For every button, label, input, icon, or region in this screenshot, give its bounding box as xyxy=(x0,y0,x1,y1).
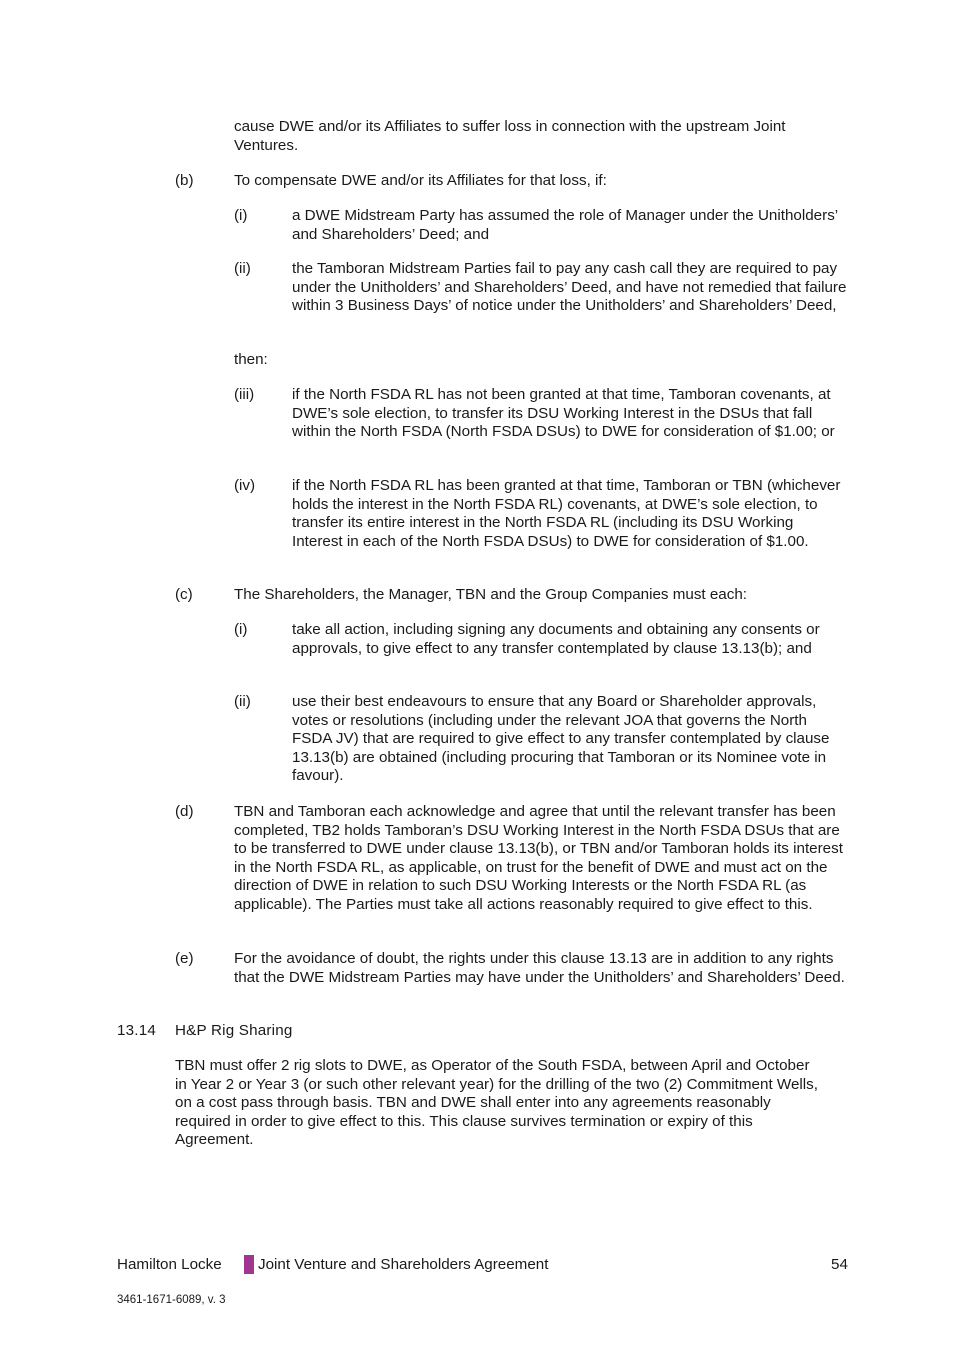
item-b-iii-text: if the North FSDA RL has not been granted at that time, Tamboran covenants, at DWE’s sole election, to transfer its DSU Working Interest in the DSUs that fall within the North FSDA (North FSDA DSUs) to DWE for consideration of $1.00; or xyxy=(292,386,835,441)
clause-number: 13.14 xyxy=(117,1022,157,1039)
footer-accent-bar xyxy=(244,1255,254,1274)
item-b-label: (b) xyxy=(175,172,194,189)
continuation-paragraph: cause DWE and/or its Affiliates to suffer loss in connection with the upstream Joint Ventures. xyxy=(234,118,786,154)
item-e-text: For the avoidance of doubt, the rights under this clause 13.13 are in addition to any rights that the DWE Midstream Parties may have under the Unitholders’ and Shareholders’ Deed. xyxy=(234,950,845,986)
document-id: 3461-1671-6089, v. 3 xyxy=(117,1294,226,1306)
item-b-text: To compensate DWE and/or its Affiliates for that loss, if: xyxy=(234,172,607,189)
item-c-ii-label: (ii) xyxy=(234,693,251,710)
item-b-i-text: a DWE Midstream Party has assumed the role of Manager under the Unitholders’ and Shareholders’ Deed; and xyxy=(292,207,838,243)
page-number: 54 xyxy=(831,1256,848,1273)
item-c-ii-text: use their best endeavours to ensure that any Board or Shareholder approvals, votes or resolutions (including under the relevant JOA that governs the North FSDA JV) that are required to give effect to any transfer contemplated by clause 13.13(b) are obtained (including procuring that Tamboran or its Nominee vote in favour). xyxy=(292,693,830,785)
item-d-label: (d) xyxy=(175,803,194,820)
item-c-i-text: take all action, including signing any documents and obtaining any consents or approvals, to give effect to any transfer contemplated by clause 13.13(b); and xyxy=(292,621,820,657)
item-b-iv-text: if the North FSDA RL has been granted at that time, Tamboran or TBN (whichever holds the interest in the North FSDA RL) covenants, at DWE’s sole election, to transfer its entire interest in the North FSDA RL (including its DSU Working Interest in each of the North FSDA DSUs) to DWE for consideration of $1.00. xyxy=(292,477,841,550)
clause-body: TBN must offer 2 rig slots to DWE, as Operator of the South FSDA, between April and October in Year 2 or Year 3 (or such other relevant year) for the drilling of the two (2) Commitment Wells, on a cost pass through basis. TBN and DWE shall enter into any agreements reasonably required in order to give effect to this. This clause survives termination or expiry of this Agreement. xyxy=(175,1057,818,1149)
item-b-i-label: (i) xyxy=(234,207,248,224)
footer-firm: Hamilton Locke xyxy=(117,1256,222,1273)
clause-heading: H&P Rig Sharing xyxy=(175,1022,293,1039)
item-b-iii-label: (iii) xyxy=(234,386,255,403)
item-b-iv-label: (iv) xyxy=(234,477,256,494)
item-d-text: TBN and Tamboran each acknowledge and agree that until the relevant transfer has been completed, TB2 holds Tamboran’s DSU Working Interest in the North FSDA DSUs that are to be transferred to DWE under clause 13.13(b), or TBN and/or Tamboran holds its interest in the North FSDA RL, as applicable, on trust for the benefit of DWE and must act on the direction of DWE in relation to such DSU Working Interests or the North FSDA RL (as applicable). The Parties must take all actions reasonably required to give effect to this. xyxy=(234,803,843,913)
item-c-text: The Shareholders, the Manager, TBN and the Group Companies must each: xyxy=(234,586,748,603)
item-e-label: (e) xyxy=(175,950,194,967)
item-c-label: (c) xyxy=(175,586,193,603)
item-c-i-label: (i) xyxy=(234,621,248,638)
item-b-ii-text: the Tamboran Midstream Parties fail to pay any cash call they are required to pay under the Unitholders’ and Shareholders’ Deed, and have not remedied that failure within 3 Business Days’ of notice under the Unitholders’ and Shareholders’ Deed, xyxy=(292,260,847,315)
footer-document-title: Joint Venture and Shareholders Agreement xyxy=(258,1256,549,1273)
then-text: then: xyxy=(234,351,268,368)
item-b-ii-label: (ii) xyxy=(234,260,251,277)
